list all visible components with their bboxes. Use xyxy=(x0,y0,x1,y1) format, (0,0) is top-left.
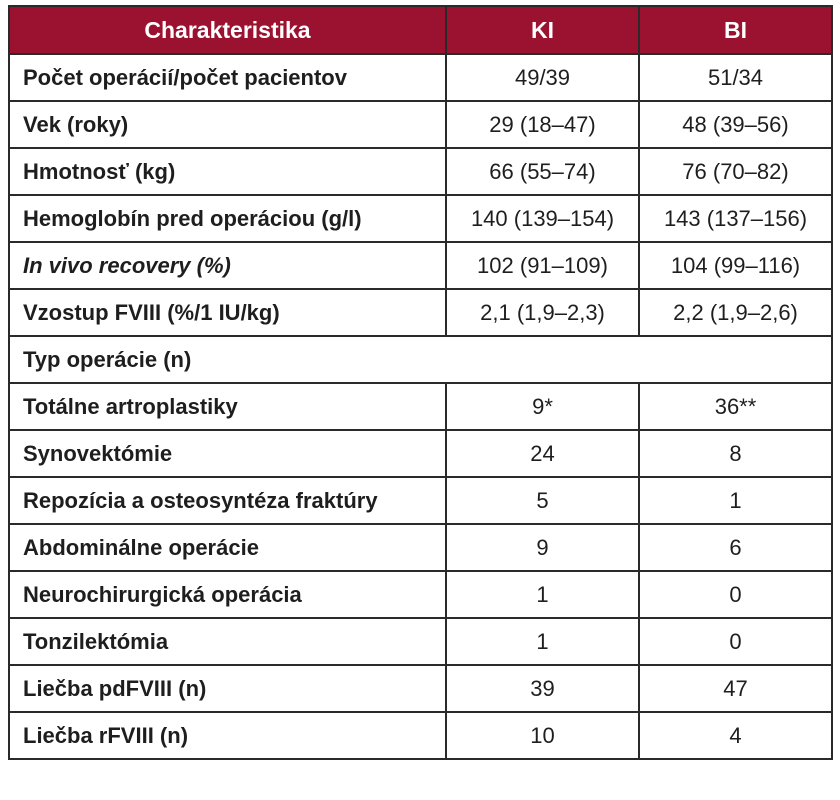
row-bi-value: 4 xyxy=(639,712,832,759)
row-label: Tonzilektómia xyxy=(9,618,446,665)
table-row xyxy=(9,571,832,618)
row-bi-value: 0 xyxy=(639,618,832,665)
table-row xyxy=(9,383,832,430)
row-label: Neurochirurgická operácia xyxy=(9,571,446,618)
table-row xyxy=(9,712,832,759)
row-ki-value: 24 xyxy=(446,430,639,477)
row-ki-value: 29 (18–47) xyxy=(446,101,639,148)
row-label: Vek (roky) xyxy=(9,101,446,148)
row-label: In vivo recovery (%) xyxy=(9,242,446,289)
row-label: Abdominálne operácie xyxy=(9,524,446,571)
row-ki-value: 9* xyxy=(446,383,639,430)
row-label: Hmotnosť (kg) xyxy=(9,148,446,195)
characteristics-table-container xyxy=(8,5,831,760)
row-bi-value: 6 xyxy=(639,524,832,571)
row-ki-value: 10 xyxy=(446,712,639,759)
row-label: Repozícia a osteosyntéza fraktúry xyxy=(9,477,446,524)
row-ki-value: 140 (139–154) xyxy=(446,195,639,242)
table-row xyxy=(9,195,832,242)
table-row xyxy=(9,665,832,712)
table-header-row xyxy=(9,6,832,54)
row-bi-value: 2,2 (1,9–2,6) xyxy=(639,289,832,336)
table-row xyxy=(9,101,832,148)
row-bi-value: 143 (137–156) xyxy=(639,195,832,242)
table-row xyxy=(9,477,832,524)
row-label: Liečba pdFVIII (n) xyxy=(9,665,446,712)
row-ki-value: 2,1 (1,9–2,3) xyxy=(446,289,639,336)
row-bi-value: 36** xyxy=(639,383,832,430)
row-ki-value: 49/39 xyxy=(446,54,639,101)
row-label: Synovektómie xyxy=(9,430,446,477)
row-ki-value: 1 xyxy=(446,571,639,618)
header-characteristic: Charakteristika xyxy=(9,6,446,54)
row-ki-value: 102 (91–109) xyxy=(446,242,639,289)
row-bi-value: 8 xyxy=(639,430,832,477)
table-row xyxy=(9,618,832,665)
row-label: Vzostup FVIII (%/1 IU/kg) xyxy=(9,289,446,336)
row-ki-value: 1 xyxy=(446,618,639,665)
table-row xyxy=(9,289,832,336)
characteristics-table xyxy=(8,5,833,760)
row-bi-value: 76 (70–82) xyxy=(639,148,832,195)
row-bi-value: 47 xyxy=(639,665,832,712)
row-bi-value: 1 xyxy=(639,477,832,524)
row-label: Liečba rFVIII (n) xyxy=(9,712,446,759)
row-label: Počet operácií/počet pacientov xyxy=(9,54,446,101)
row-label: Hemoglobín pred operáciou (g/l) xyxy=(9,195,446,242)
row-label: Totálne artroplastiky xyxy=(9,383,446,430)
row-bi-value: 51/34 xyxy=(639,54,832,101)
row-ki-value: 66 (55–74) xyxy=(446,148,639,195)
row-ki-value: 9 xyxy=(446,524,639,571)
table-row xyxy=(9,54,832,101)
section-label: Typ operácie (n) xyxy=(9,336,832,383)
row-bi-value: 0 xyxy=(639,571,832,618)
row-bi-value: 48 (39–56) xyxy=(639,101,832,148)
row-ki-value: 39 xyxy=(446,665,639,712)
table-row xyxy=(9,430,832,477)
section-row xyxy=(9,336,832,383)
table-row xyxy=(9,242,832,289)
header-ki: KI xyxy=(446,6,639,54)
table-row xyxy=(9,524,832,571)
row-bi-value: 104 (99–116) xyxy=(639,242,832,289)
table-row xyxy=(9,148,832,195)
header-bi: BI xyxy=(639,6,832,54)
row-ki-value: 5 xyxy=(446,477,639,524)
